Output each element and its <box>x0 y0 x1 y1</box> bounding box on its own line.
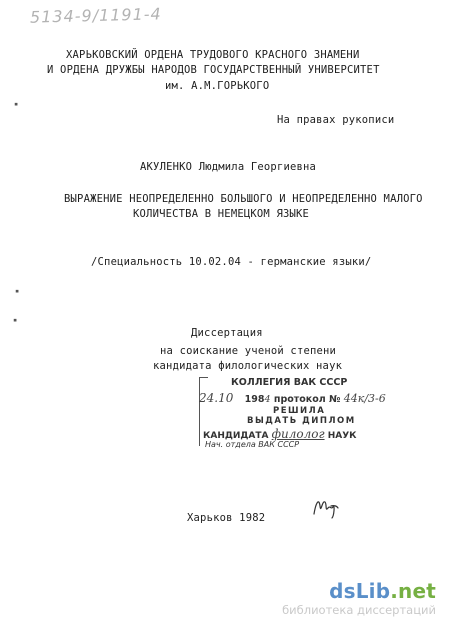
margin-mark: ▪ <box>15 287 20 295</box>
dslib-subtitle: библиотека диссертаций <box>282 603 436 617</box>
stamp-date: 24.10 <box>199 391 234 405</box>
dissertation-label: Диссертация <box>191 327 263 339</box>
stamp-protocol-number: 44к/3-6 <box>343 392 386 405</box>
title-line-2: КОЛИЧЕСТВА В НЕМЕЦКОМ ЯЗЫКЕ <box>133 208 310 220</box>
margin-mark: ▪ <box>13 316 18 324</box>
stamp-year-digit: 4 <box>264 394 271 405</box>
stamp-collegium: КОЛЛЕГИЯ ВАК СССР <box>231 377 348 388</box>
stamp-field: филолог <box>271 427 325 441</box>
stamp-protocol-line <box>199 391 386 405</box>
university-line-3: им. А.М.ГОРЬКОГО <box>165 80 270 92</box>
university-line-2: И ОРДЕНА ДРУЖБЫ НАРОДОВ ГОСУДАРСТВЕННЫЙ УНИВЕРСИТЕТ <box>47 64 380 76</box>
stamp-degree-line <box>203 427 357 441</box>
stamp-degree-prefix: КАНДИДАТА <box>203 431 269 441</box>
dslib-logo: dsLib.net <box>329 579 436 603</box>
dslib-watermark <box>282 580 436 617</box>
stamp-protocol-label: протокол № <box>273 394 341 405</box>
dissertation-purpose-2: кандидата филологических наук <box>153 360 343 372</box>
stamp-decision: РЕШИЛА <box>273 406 326 416</box>
stamp-degree-suffix: НАУК <box>327 431 357 441</box>
specialty: /Специальность 10.02.04 - германские языки/ <box>91 256 372 268</box>
dissertation-purpose-1: на соискание ученой степени <box>160 345 337 357</box>
vak-approval-stamp <box>199 377 386 450</box>
university-line-1: ХАРЬКОВСКИЙ ОРДЕНА ТРУДОВОГО КРАСНОГО ЗНАМЕНИ <box>66 49 360 61</box>
handwritten-archive-number: 5134-9/1191-4 <box>29 4 162 27</box>
title-line-1: ВЫРАЖЕНИЕ НЕОПРЕДЕЛЕННО БОЛЬШОГО И НЕОПРЕДЕЛЕННО МАЛОГО <box>64 193 423 205</box>
manuscript-rights: На правах рукописи <box>277 114 395 126</box>
place-and-year: Харьков 1982 <box>187 512 266 524</box>
stamp-department: Нач. отдела ВАК СССР <box>205 440 300 449</box>
author-name: АКУЛЕНКО Людмила Георгиевна <box>140 161 317 173</box>
stamp-issue-diploma: ВЫДАТЬ ДИПЛОМ <box>247 416 356 426</box>
stamp-year-prefix: 198 <box>244 394 265 405</box>
margin-mark: ▪ <box>14 100 19 108</box>
handwritten-signature <box>310 494 340 520</box>
